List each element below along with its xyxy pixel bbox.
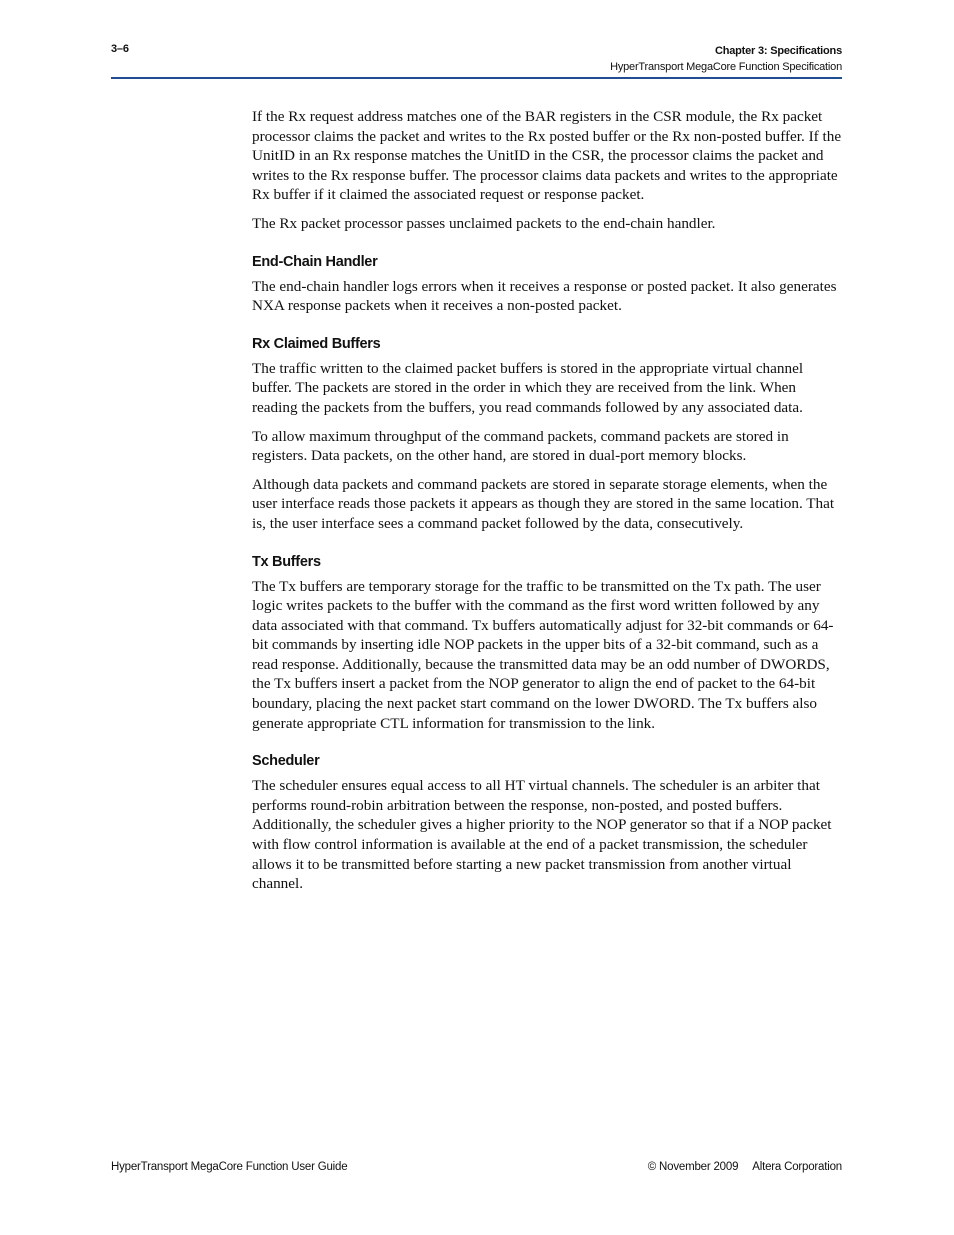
paragraph: The Tx buffers are temporary storage for the traffic to be transmitted on the Tx path. The user logic writes packets to the buffer with the command as the first word written followed by any data associated with that command. Tx buffers automatically adjust for 32-bit commands or 64-bit commands by inserting idle NOP packets in the upper bits of a 32-bit command, such as a read response. Additionally, because the transmitted data may be an odd number of DWORDS, the Tx buffers insert a packet from the NOP generator to align the end of packet to the 64-bit boundary, placing the next packet start command on the lower DWORD. The Tx buffers also generate appropriate CTL information for transmission to the link. xyxy=(252,577,834,732)
paragraph: Although data packets and command packets are stored in separate storage elements, when the user interface reads those packets it appears as though they are stored in the same location. That is, the user interface sees a command packet followed by the data, consecutively. xyxy=(252,475,835,532)
paragraph: The traffic written to the claimed packet buffers is stored in the appropriate virtual channel buffer. The packets are stored in the order in which they are received from the link. When reading the packets from the buffers, you read commands followed by any associated data. xyxy=(252,359,804,416)
heading-tx-buffers: Tx Buffers xyxy=(252,553,321,570)
footer-info xyxy=(648,1161,842,1173)
page-number: 3–6 xyxy=(111,43,129,55)
paragraph: To allow maximum throughput of the command packets, command packets are stored in registers. Data packets, on the other hand, are stored in dual-port memory blocks. xyxy=(252,427,789,465)
paragraph: The scheduler ensures equal access to all HT virtual channels. The scheduler is an arbiter that performs round-robin arbitration between the response, non-posted, and posted buffers. Additionally, the scheduler gives a higher priority to the NOP generator so that if a NOP packet with flow control information is available at the end of a packet transmission, the scheduler allows it to be transmitted before starting a new packet transmission from another virtual channel. xyxy=(252,777,832,893)
paragraph: The end-chain handler logs errors when it receives a response or posted packet. It also generates NXA response packets when it receives a non-posted packet. xyxy=(252,277,837,315)
chapter-title: Chapter 3: Specifications xyxy=(714,45,842,57)
paragraph: If the Rx request address matches one of the BAR registers in the CSR module, the Rx packet processor claims the packet and writes to the Rx posted buffer or the Rx non-posted buffer. If the UnitID in an Rx response matches the UnitID in the CSR, the processor claims the packet and writes to the Rx response buffer. The processor claims data packets and writes to the appropriate Rx buffer if it claimed the associated request or response packet. xyxy=(252,108,842,204)
footer-company: Altera Corporation xyxy=(752,1161,842,1173)
footer-guide-title: HyperTransport MegaCore Function User Guide xyxy=(111,1161,348,1173)
footer-date: © November 2009 xyxy=(647,1161,739,1173)
heading-scheduler: Scheduler xyxy=(252,753,320,770)
paragraph: The Rx packet processor passes unclaimed packets to the end-chain handler. xyxy=(252,214,716,232)
page-body xyxy=(252,107,844,903)
running-header xyxy=(610,43,842,75)
heading-rx-claimed-buffers: Rx Claimed Buffers xyxy=(252,335,381,352)
heading-end-chain-handler: End-Chain Handler xyxy=(252,253,378,270)
section-title: HyperTransport MegaCore Function Specification xyxy=(610,61,842,73)
header-divider xyxy=(111,77,842,79)
